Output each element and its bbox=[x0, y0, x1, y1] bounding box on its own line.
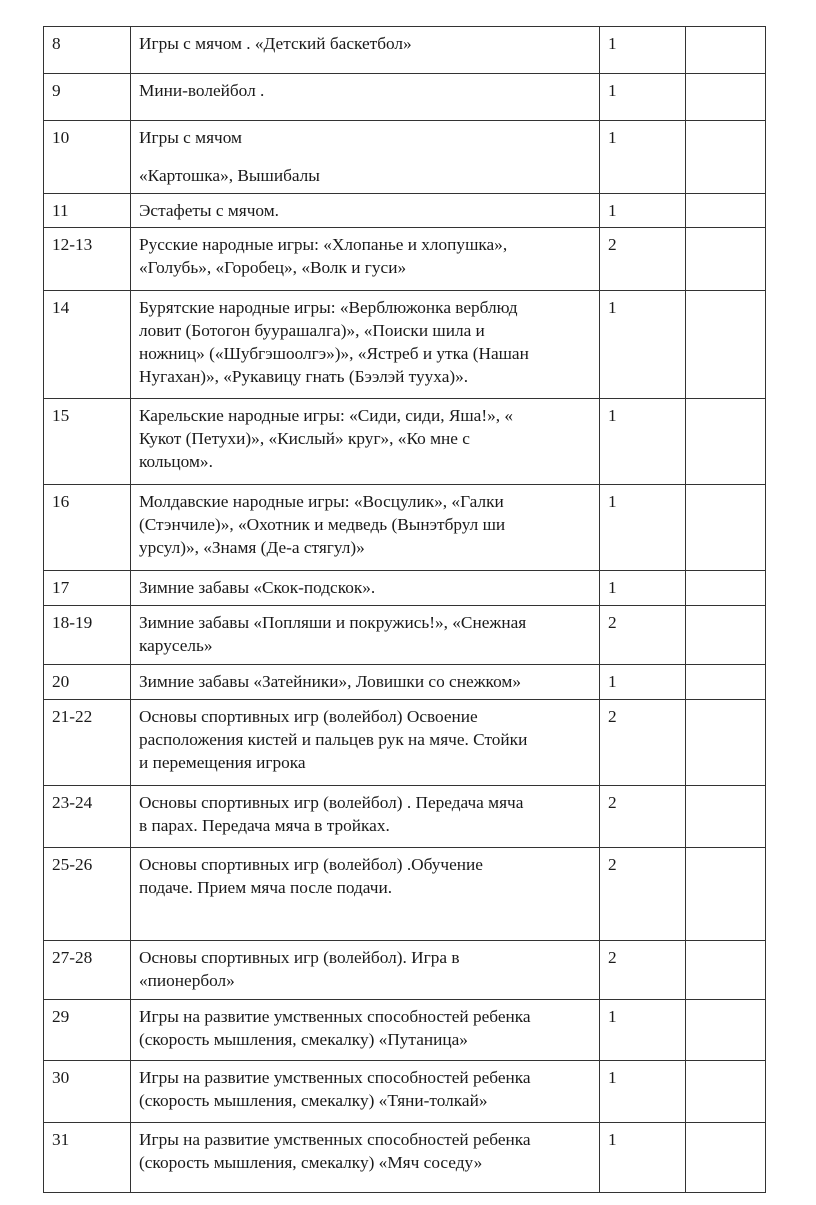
lesson-topic bbox=[131, 485, 600, 571]
lesson-hours: 1 bbox=[600, 194, 686, 228]
topic-chunk: Игры на развитие умственных способностей ребенка bbox=[139, 1007, 531, 1026]
topic-line: Эстафеты с мячом. bbox=[139, 201, 279, 220]
lesson-number: 18-19 bbox=[44, 606, 131, 665]
lesson-number: 12-13 bbox=[44, 228, 131, 291]
topic-line bbox=[139, 853, 591, 899]
lesson-hours: 2 bbox=[600, 786, 686, 848]
lesson-hours: 1 bbox=[600, 74, 686, 121]
topic-chunk: (скорость мышления, смекалку) «Путаница» bbox=[139, 1030, 468, 1049]
lesson-number: 10 bbox=[44, 121, 131, 194]
table-row bbox=[44, 665, 766, 700]
lesson-number: 20 bbox=[44, 665, 131, 700]
topic-chunk: Игры на развитие умственных способностей ребенка bbox=[139, 1068, 531, 1087]
topic-chunk: (скорость мышления, смекалку) «Тяни-толкай» bbox=[139, 1091, 488, 1110]
lesson-number: 23-24 bbox=[44, 786, 131, 848]
lesson-plan-body bbox=[44, 27, 766, 1193]
lesson-number: 27-28 bbox=[44, 941, 131, 1000]
lesson-date bbox=[686, 941, 766, 1000]
topic-chunk: Основы спортивных игр (волейбол) Освоение bbox=[139, 707, 478, 726]
lesson-number: 11 bbox=[44, 194, 131, 228]
lesson-topic bbox=[131, 399, 600, 485]
lesson-number: 30 bbox=[44, 1061, 131, 1123]
lesson-topic bbox=[131, 228, 600, 291]
table-row bbox=[44, 194, 766, 228]
lesson-topic bbox=[131, 27, 600, 74]
topic-chunk: Кукот (Петухи)», «Кислый» круг», «Ко мне с bbox=[139, 429, 470, 448]
table-row bbox=[44, 848, 766, 941]
lesson-date bbox=[686, 121, 766, 194]
table-row bbox=[44, 74, 766, 121]
table-row bbox=[44, 228, 766, 291]
lesson-date bbox=[686, 700, 766, 786]
topic-line bbox=[139, 705, 591, 774]
topic-chunk: Игры на развитие умственных способностей ребенка bbox=[139, 1130, 531, 1149]
topic-chunk: и перемещения игрока bbox=[139, 753, 306, 772]
lesson-plan-table bbox=[43, 26, 766, 1193]
lesson-date bbox=[686, 1061, 766, 1123]
table-row bbox=[44, 1061, 766, 1123]
topic-chunk: Молдавские народные игры: «Восцулик», «Галки bbox=[139, 492, 504, 511]
topic-chunk: расположения кистей и пальцев рук на мяче. Стойки bbox=[139, 730, 528, 749]
lesson-date bbox=[686, 848, 766, 941]
topic-chunk: «Голубь», «Горобец», «Волк и гуси» bbox=[139, 258, 407, 277]
table-row bbox=[44, 606, 766, 665]
topic-chunk: Бурятские народные игры: «Верблюжонка верблюд bbox=[139, 298, 518, 317]
lesson-topic bbox=[131, 848, 600, 941]
topic-chunk: Карельские народные игры: «Сиди, сиди, Яша!», « bbox=[139, 406, 514, 425]
lesson-number: 29 bbox=[44, 1000, 131, 1061]
topic-chunk: Зимние забавы «Попляши и покружись!», «Снежная bbox=[139, 613, 527, 632]
lesson-topic bbox=[131, 1000, 600, 1061]
table-row bbox=[44, 786, 766, 848]
lesson-hours: 2 bbox=[600, 228, 686, 291]
topic-line: Игры с мячом bbox=[139, 128, 242, 147]
topic-line bbox=[139, 1128, 591, 1174]
lesson-topic bbox=[131, 74, 600, 121]
topic-line bbox=[139, 233, 591, 279]
lesson-topic bbox=[131, 1061, 600, 1123]
lesson-date bbox=[686, 606, 766, 665]
lesson-topic bbox=[131, 606, 600, 665]
lesson-hours: 1 bbox=[600, 291, 686, 399]
lesson-topic bbox=[131, 194, 600, 228]
lesson-topic bbox=[131, 571, 600, 606]
table-row bbox=[44, 485, 766, 571]
lesson-date bbox=[686, 1000, 766, 1061]
table-row bbox=[44, 700, 766, 786]
table-row bbox=[44, 571, 766, 606]
lesson-number: 14 bbox=[44, 291, 131, 399]
lesson-hours: 2 bbox=[600, 700, 686, 786]
lesson-date bbox=[686, 665, 766, 700]
table-row bbox=[44, 399, 766, 485]
table-row bbox=[44, 1123, 766, 1193]
lesson-date bbox=[686, 194, 766, 228]
table-row bbox=[44, 27, 766, 74]
lesson-date bbox=[686, 27, 766, 74]
lesson-hours: 1 bbox=[600, 1000, 686, 1061]
topic-chunk: в парах. Передача мяча в тройках. bbox=[139, 816, 390, 835]
topic-chunk: Основы спортивных игр (волейбол) . Передача мяча bbox=[139, 793, 524, 812]
lesson-date bbox=[686, 485, 766, 571]
topic-line: Мини-волейбол . bbox=[139, 81, 265, 100]
lesson-date bbox=[686, 291, 766, 399]
lesson-number: 9 bbox=[44, 74, 131, 121]
lesson-date bbox=[686, 571, 766, 606]
topic-line: Зимние забавы «Затейники», Ловишки со снежком» bbox=[139, 672, 521, 691]
lesson-hours: 1 bbox=[600, 399, 686, 485]
topic-chunk: Основы спортивных игр (волейбол). Игра в bbox=[139, 948, 460, 967]
lesson-hours: 2 bbox=[600, 941, 686, 1000]
lesson-topic bbox=[131, 941, 600, 1000]
lesson-number: 16 bbox=[44, 485, 131, 571]
topic-chunk: урсул)», «Знамя (Де-а стягул)» bbox=[139, 538, 365, 557]
topic-chunk: ловит (Ботогон буурашалга)», «Поиски шила и bbox=[139, 321, 485, 340]
topic-chunk: Русские народные игры: «Хлопанье и хлопушка», bbox=[139, 235, 508, 254]
topic-line bbox=[139, 946, 591, 992]
topic-chunk: подаче. Прием мяча после подачи. bbox=[139, 878, 393, 897]
lesson-number: 31 bbox=[44, 1123, 131, 1193]
topic-line bbox=[139, 1005, 591, 1051]
topic-chunk: ножниц» («Шубгэшоолгэ»)», «Ястреб и утка (Нашан bbox=[139, 344, 529, 363]
lesson-topic bbox=[131, 1123, 600, 1193]
lesson-topic bbox=[131, 121, 600, 194]
topic-line: «Картошка», Вышибалы bbox=[139, 166, 320, 185]
topic-chunk: (скорость мышления, смекалку) «Мяч соседу» bbox=[139, 1153, 483, 1172]
table-row bbox=[44, 1000, 766, 1061]
table-row bbox=[44, 941, 766, 1000]
lesson-hours: 1 bbox=[600, 121, 686, 194]
lesson-hours: 1 bbox=[600, 665, 686, 700]
lesson-topic bbox=[131, 665, 600, 700]
lesson-hours: 2 bbox=[600, 606, 686, 665]
topic-line: Игры с мячом . «Детский баскетбол» bbox=[139, 34, 412, 53]
lesson-date bbox=[686, 1123, 766, 1193]
lesson-number: 17 bbox=[44, 571, 131, 606]
lesson-date bbox=[686, 74, 766, 121]
topic-line bbox=[139, 296, 591, 388]
topic-chunk: Нугахан)», «Рукавицу гнать (Бээлэй тууха)». bbox=[139, 367, 469, 386]
topic-line bbox=[139, 404, 591, 473]
lesson-date bbox=[686, 399, 766, 485]
table-row bbox=[44, 121, 766, 194]
lesson-hours: 1 bbox=[600, 1123, 686, 1193]
topic-line: Зимние забавы «Скок-подскок». bbox=[139, 578, 376, 597]
lesson-number: 25-26 bbox=[44, 848, 131, 941]
lesson-topic bbox=[131, 291, 600, 399]
lesson-hours: 2 bbox=[600, 848, 686, 941]
topic-chunk: кольцом». bbox=[139, 452, 213, 471]
lesson-date bbox=[686, 786, 766, 848]
lesson-topic bbox=[131, 786, 600, 848]
lesson-number: 8 bbox=[44, 27, 131, 74]
topic-line bbox=[139, 490, 591, 559]
lesson-date bbox=[686, 228, 766, 291]
topic-chunk: Основы спортивных игр (волейбол) .Обучение bbox=[139, 855, 483, 874]
topic-line bbox=[139, 611, 591, 657]
lesson-hours: 1 bbox=[600, 571, 686, 606]
topic-chunk: карусель» bbox=[139, 636, 213, 655]
lesson-number: 21-22 bbox=[44, 700, 131, 786]
lesson-number: 15 bbox=[44, 399, 131, 485]
lesson-topic bbox=[131, 700, 600, 786]
topic-line bbox=[139, 1066, 591, 1112]
lesson-hours: 1 bbox=[600, 1061, 686, 1123]
lesson-hours: 1 bbox=[600, 485, 686, 571]
topic-line bbox=[139, 791, 591, 837]
lesson-hours: 1 bbox=[600, 27, 686, 74]
table-row bbox=[44, 291, 766, 399]
topic-chunk: «пионербол» bbox=[139, 971, 235, 990]
topic-chunk: (Стэнчиле)», «Охотник и медведь (Вынэтбрул ши bbox=[139, 515, 506, 534]
